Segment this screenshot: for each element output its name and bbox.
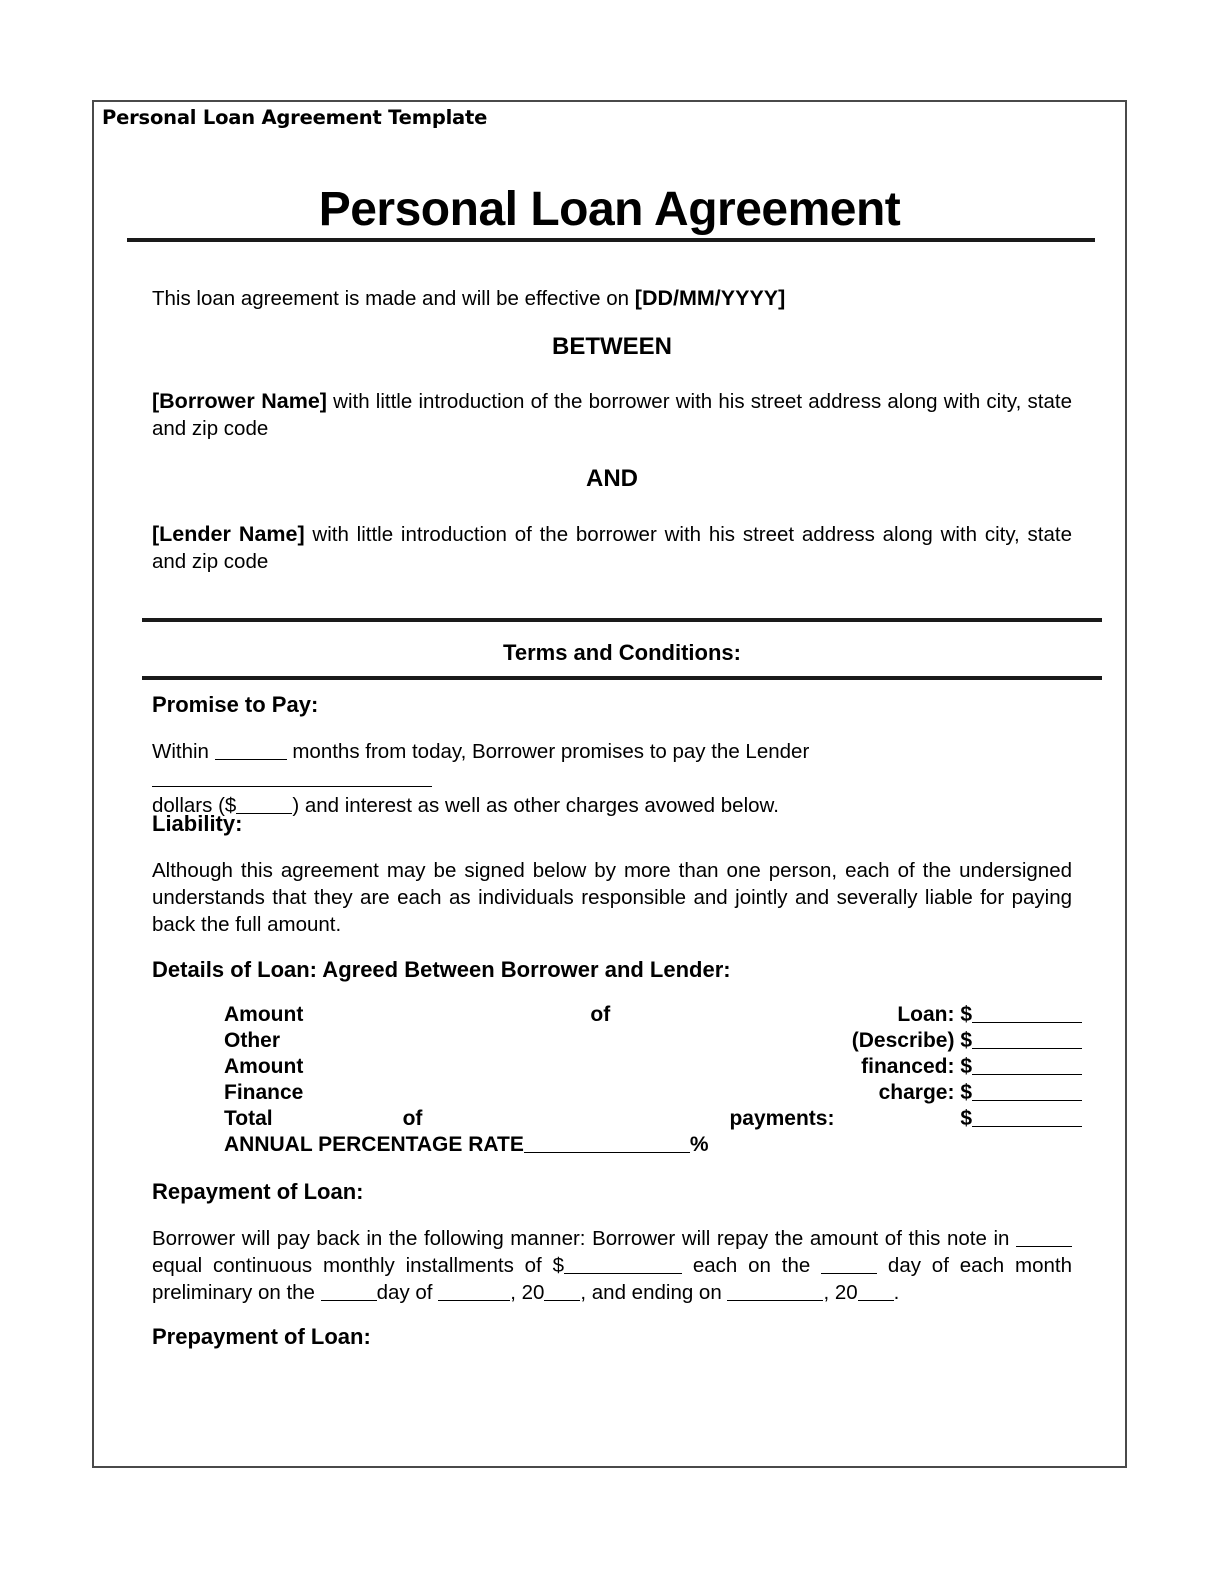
table-row [224, 1106, 1082, 1132]
repayment-text-8: , 20 [823, 1281, 858, 1304]
loan-row-left: Other [224, 1029, 281, 1052]
amount-blank[interactable] [972, 1004, 1082, 1023]
loan-row-right [879, 1080, 1082, 1106]
promise-text-4: ) and interest as well as other charges avowed below. [292, 794, 779, 817]
installment-amount-blank[interactable] [564, 1255, 682, 1274]
repayment-text-6: , 20 [510, 1281, 545, 1304]
table-row [224, 1028, 1082, 1054]
currency-symbol: $ [960, 1107, 972, 1130]
apr-unit: % [689, 1133, 709, 1156]
end-year-blank[interactable] [858, 1282, 894, 1301]
months-blank[interactable] [215, 741, 287, 760]
loan-row-label: Loan: [897, 1003, 955, 1026]
promise-text-3: dollars ($ [152, 794, 237, 817]
loan-row-left: Total [224, 1107, 273, 1130]
payment-day-blank[interactable] [821, 1255, 877, 1274]
repayment-text-1: Borrower will pay back in the following manner: Borrower will repay the amount of this note in [152, 1227, 1016, 1250]
currency-symbol: $ [960, 1003, 972, 1026]
end-date-blank[interactable] [727, 1282, 823, 1301]
repayment-text-5: day of [376, 1281, 439, 1304]
promise-text-1: Within [152, 740, 215, 763]
dollars-blank[interactable] [236, 795, 292, 814]
document-header-label: Personal Loan Agreement Template [102, 106, 488, 129]
effective-date-intro: This loan agreement is made and will be effective on [152, 287, 635, 310]
loan-row-mid: of [590, 1003, 611, 1026]
borrower-name-placeholder: [Borrower Name] [152, 389, 327, 413]
repayment-text-9: . [893, 1281, 900, 1304]
amount-blank[interactable] [972, 1030, 1082, 1049]
title-divider [127, 238, 1095, 242]
loan-row-left: Amount [224, 1003, 304, 1026]
repayment-of-loan-paragraph [152, 1225, 1072, 1306]
prepayment-of-loan-heading: Prepayment of Loan: [152, 1324, 371, 1349]
terms-and-conditions-heading: Terms and Conditions: [503, 640, 741, 665]
amount-blank[interactable] [972, 1108, 1082, 1127]
currency-symbol: $ [960, 1055, 972, 1078]
table-row [224, 1080, 1082, 1106]
currency-symbol: $ [960, 1081, 972, 1104]
effective-date-paragraph [152, 285, 1072, 312]
amount-blank[interactable] [972, 1082, 1082, 1101]
terms-divider-top [142, 618, 1102, 622]
table-row [224, 1054, 1082, 1080]
start-day-blank[interactable] [321, 1282, 377, 1301]
effective-date-placeholder: [DD/MM/YYYY] [634, 286, 786, 310]
borrower-description: with little introduction of the borrower with his street address along with city, state and zip code [152, 390, 1072, 440]
lender-amount-blank[interactable] [152, 768, 432, 787]
loan-row-label: (Describe) [851, 1029, 955, 1052]
promise-to-pay-paragraph [152, 738, 1072, 819]
liability-heading: Liability: [152, 811, 243, 836]
page-title: Personal Loan Agreement [318, 183, 901, 237]
currency-symbol: $ [960, 1029, 972, 1052]
lender-name-placeholder: [Lender Name] [152, 522, 305, 546]
apr-row [224, 1132, 1082, 1158]
apr-label: ANNUAL PERCENTAGE RATE [224, 1133, 524, 1156]
loan-row-right [852, 1028, 1082, 1054]
and-label: AND [586, 465, 638, 492]
repayment-of-loan-heading: Repayment of Loan: [152, 1179, 364, 1204]
terms-divider-bottom [142, 676, 1102, 680]
table-row [224, 1002, 1082, 1028]
borrower-paragraph [152, 388, 1072, 442]
loan-row-left: Amount [224, 1055, 304, 1078]
loan-row-mid: of [402, 1107, 423, 1130]
start-year-blank[interactable] [544, 1282, 580, 1301]
lender-description: with little introduction of the borrower with his street address along with city, state and zip code [152, 523, 1072, 573]
start-month-blank[interactable] [438, 1282, 510, 1301]
repayment-text-3: each on the [682, 1254, 822, 1277]
document-page [92, 100, 1127, 1468]
apr-blank[interactable] [524, 1134, 690, 1153]
repayment-text-7: , and ending on [580, 1281, 728, 1304]
loan-row-right [897, 1002, 1082, 1028]
lender-paragraph [152, 521, 1072, 575]
details-of-loan-heading: Details of Loan: Agreed Between Borrower and Lender: [152, 957, 731, 982]
loan-row-label: financed: [861, 1055, 955, 1078]
repayment-text-4: day of each month preliminary on the [152, 1254, 1072, 1304]
repayment-text-2: equal continuous monthly installments of $ [152, 1254, 564, 1277]
loan-row-left: Finance [224, 1081, 304, 1104]
between-label: BETWEEN [552, 333, 672, 360]
loan-row-right [861, 1054, 1082, 1080]
liability-paragraph: Although this agreement may be signed below by more than one person, each of the undersigned understands that they are each as individuals responsible and jointly and severally liable for paying back the full amount. [152, 859, 1072, 936]
amount-blank[interactable] [972, 1056, 1082, 1075]
promise-text-2: months from today, Borrower promises to pay the Lender [286, 740, 810, 763]
installments-count-blank[interactable] [1016, 1228, 1072, 1247]
loan-row-label: charge: [878, 1081, 955, 1104]
loan-details-table [224, 1002, 1082, 1158]
loan-row-right [729, 1106, 1082, 1132]
loan-row-label: payments: [729, 1107, 835, 1130]
promise-to-pay-heading: Promise to Pay: [152, 692, 319, 717]
